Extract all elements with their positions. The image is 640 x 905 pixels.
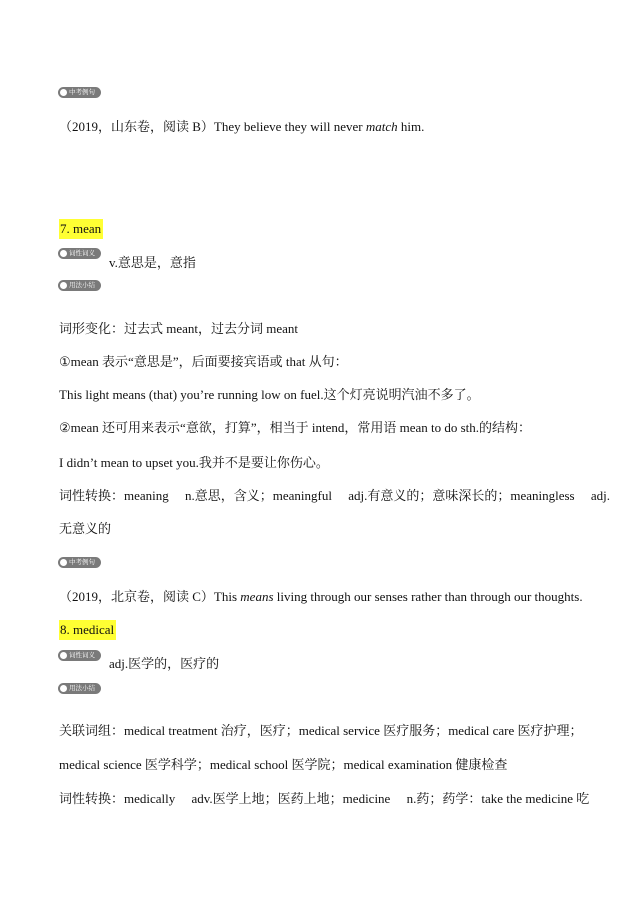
word-heading-medical <box>59 622 116 638</box>
related-phrases: 关联词组：medical treatment 治疗，医疗；medical service 医疗服务；medical care 医疗护理； <box>59 723 583 738</box>
exam-sentence-keyword: match <box>365 119 398 134</box>
exam-sentence-prefix: （2019，山东卷，阅读 B）They believe they will never <box>59 119 366 134</box>
usage-point-2: ②mean 还可用来表示“意欲，打算”，相当于 intend，常用语 mean to do sth.的结构： <box>59 420 532 435</box>
part-of-speech-badge: 词性词义 <box>58 650 101 661</box>
exam-sentence-prefix: （2019，北京卷，阅读 C）This <box>59 589 241 604</box>
exam-example-badge: 中考例句 <box>58 87 101 98</box>
word-conversion: 词性转换：medically adv.医学上地；医药上地；medicine n.药；药学：take the medicine 吃 <box>59 791 590 806</box>
word-conversion-continued: 无意义的 <box>59 521 112 536</box>
exam-example-sentence <box>59 119 424 135</box>
usage-example-1: This light means (that) you’re running low on fuel.这个灯亮说明汽油不多了。 <box>59 387 480 402</box>
word-definition: adj.医学的，医疗的 <box>109 656 220 671</box>
exam-example-sentence <box>59 589 583 605</box>
exam-sentence-suffix: living through our senses rather than through our thoughts. <box>273 589 583 604</box>
word-definition: v.意思是，意指 <box>109 255 196 270</box>
usage-example-2: I didn’t mean to upset you.我并不是要让你伤心。 <box>59 455 329 470</box>
word-heading-highlight: 8. medical <box>59 620 116 640</box>
usage-summary-badge: 用法小结 <box>58 280 101 291</box>
part-of-speech-badge: 词性词义 <box>58 248 101 259</box>
word-conversion: 词性转换：meaning n.意思，含义；meaningful adj.有意义的；意味深长的；meaningless adj. <box>59 488 610 503</box>
related-phrases-continued: medical science 医学科学；medical school 医学院；medical examination 健康检查 <box>59 757 508 772</box>
exam-sentence-keyword: means <box>240 589 274 604</box>
usage-summary-badge: 用法小结 <box>58 683 101 694</box>
usage-point-1: ①mean 表示“意思是”，后面要接宾语或 that 从句： <box>59 354 348 369</box>
exam-sentence-suffix: him. <box>397 119 425 134</box>
exam-example-badge: 中考例句 <box>58 557 101 568</box>
word-heading-mean <box>59 221 103 237</box>
word-heading-highlight: 7. mean <box>59 219 103 239</box>
word-forms: 词形变化：过去式 meant，过去分词 meant <box>59 321 299 336</box>
